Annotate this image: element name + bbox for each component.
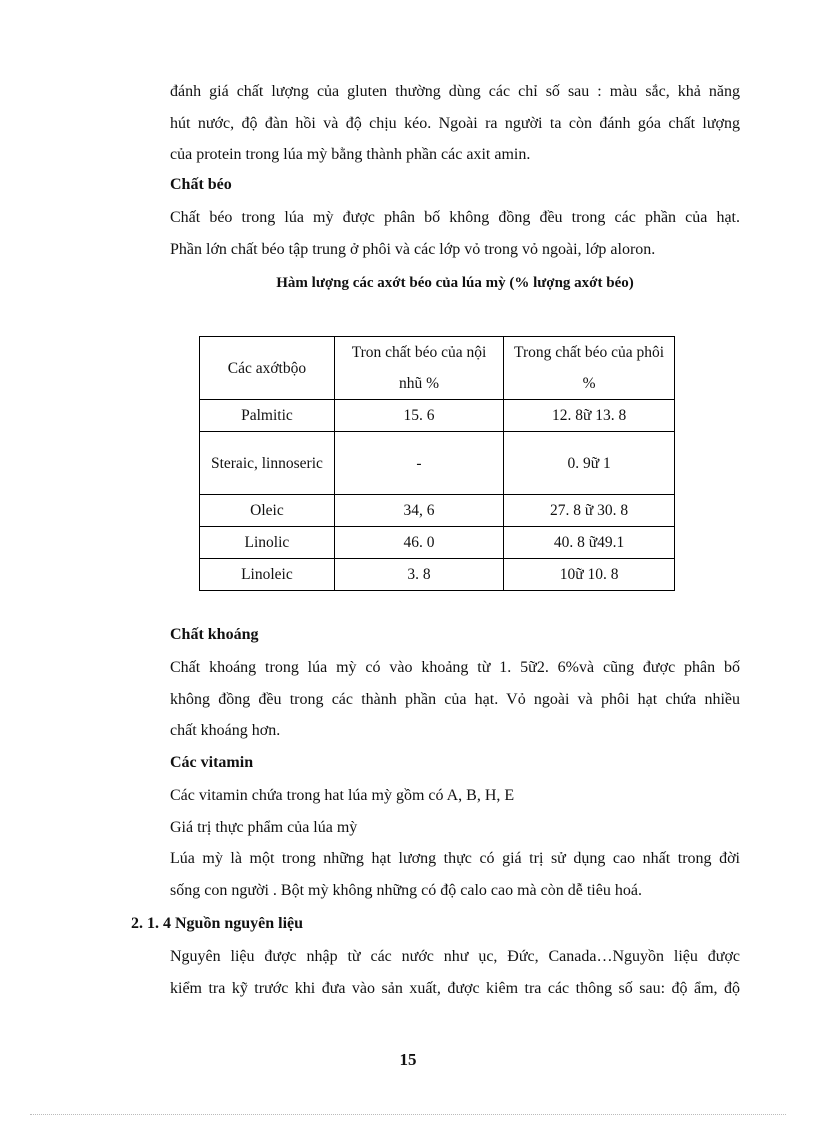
table-cell: Linoleic — [200, 559, 335, 591]
source-line: Nguyên liệu được nhập từ các nước như ục, Đức, Canada…Nguyồn liệu được — [170, 948, 740, 965]
table-cell: 27. 8 ữ 30. 8 — [504, 495, 675, 527]
table-cell: Palmitic — [200, 400, 335, 432]
fatty-acid-table — [199, 336, 675, 591]
mineral-line: không đồng đều trong các thành phần của hạt. Vỏ ngoài và phôi hạt chứa nhiều — [170, 690, 740, 708]
table-row — [200, 432, 675, 495]
table-cell: Linolic — [200, 527, 335, 559]
table-cell: 46. 0 — [334, 527, 503, 559]
source-paragraph — [170, 941, 740, 1004]
intro-line: hút nước, độ đàn hồi và độ chịu kéo. Ngoài ra người ta còn đánh góa chất lượng — [170, 114, 740, 132]
table-row — [200, 400, 675, 432]
source-line: kiểm tra kỹ trước khi đưa vào sản xuất, được kiêm tra các thông số sau: độ ẩm, độ — [170, 979, 740, 997]
vitamin-body-line: sống con người . Bột mỳ không những có độ calo cao mà còn dễ tiêu hoá. — [170, 881, 642, 899]
fat-line: Phần lớn chất béo tập trung ở phôi và các lớp vỏ trong vỏ ngoài, lớp aloron. — [170, 240, 656, 258]
table-cell: 3. 8 — [334, 559, 503, 591]
mineral-paragraph — [170, 652, 740, 747]
intro-line: của protein trong lúa mỳ bằng thành phần các axit amin. — [170, 146, 531, 163]
food-value-line: Giá trị thực phẩm của lúa mỳ — [170, 818, 358, 836]
mineral-line: Chất khoáng trong lúa mỳ có vào khoảng từ 1. 5ữ2. 6%và cũng được phân bố — [170, 659, 740, 676]
footer-divider — [30, 1114, 786, 1115]
table-cell: 40. 8 ữ49.1 — [504, 527, 675, 559]
fat-line: Chất béo trong lúa mỳ được phân bố không đồng đều trong các phần của hạt. — [170, 209, 740, 226]
table-cell: Oleic — [200, 495, 335, 527]
fat-paragraph — [170, 202, 740, 265]
table-row — [200, 559, 675, 591]
table-cell: 0. 9ữ 1 — [504, 432, 675, 495]
table-caption: Hàm lượng các axớt béo của lúa mỳ (% lượng axớt béo) — [276, 275, 634, 291]
page-number: 15 — [399, 1050, 417, 1069]
fat-heading: Chất béo — [170, 176, 232, 193]
mineral-heading: Chất khoáng — [170, 626, 259, 643]
vitamin-heading: Các vitamin — [170, 754, 254, 771]
table-cell: 10ữ 10. 8 — [504, 559, 675, 591]
vitamin-body-line: Lúa mỳ là một trong những hạt lương thực có giá trị sử dụng cao nhất trong đời — [170, 850, 740, 867]
table-header-cell: Tron chất béo của nội nhũ % — [334, 337, 503, 400]
vitamin-paragraph — [170, 780, 740, 906]
table-cell: Steraic, linnoseric — [200, 432, 335, 495]
table-cell: 12. 8ữ 13. 8 — [504, 400, 675, 432]
table-cell: - — [334, 432, 503, 495]
table-cell: 15. 6 — [334, 400, 503, 432]
intro-paragraph — [170, 76, 740, 171]
intro-line: đánh giá chất lượng của gluten thường dùng các chỉ số sau : màu sắc, khả năng — [170, 83, 740, 100]
table-row — [200, 495, 675, 527]
table-header-cell: Các axớtbộo — [200, 337, 335, 400]
mineral-line: chất khoáng hơn. — [170, 722, 281, 739]
table-header-cell: Trong chất béo của phôi % — [504, 337, 675, 400]
table-cell: 34, 6 — [334, 495, 503, 527]
table-row — [200, 527, 675, 559]
table-header-row — [200, 337, 675, 400]
source-heading: 2. 1. 4 Nguồn nguyên liệu — [131, 915, 304, 932]
vitamin-line: Các vitamin chứa trong hat lúa mỳ gồm có A, B, H, E — [170, 787, 515, 804]
